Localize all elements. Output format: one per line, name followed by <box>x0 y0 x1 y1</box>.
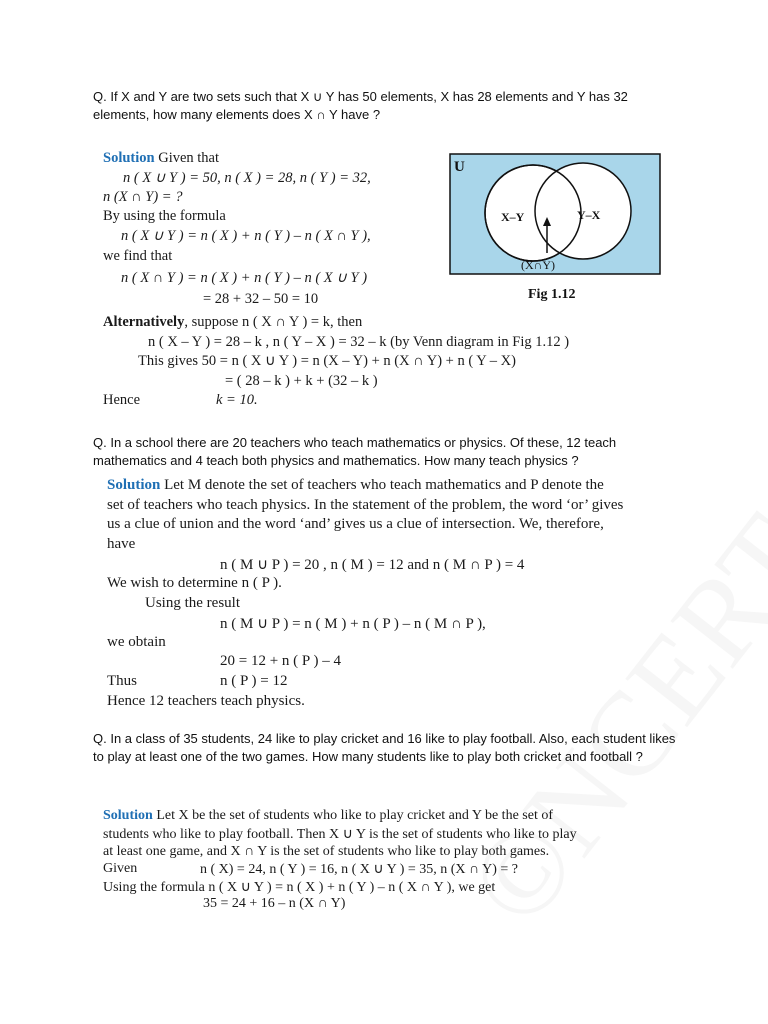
solution-1-line-11: This gives 50 = n ( X ∪ Y ) = n (X – Y) + n (X ∩ Y) + n ( Y – X) <box>138 353 516 369</box>
question-2-text: Q. In a school there are 20 teachers who teach mathematics or physics. Of these, 12 teach mathematics and 4 teach both physics and mathematics. How many teach physics ? <box>93 435 617 468</box>
solution-1-label: Solution <box>103 150 155 166</box>
solution-3-label: Solution <box>103 808 153 823</box>
solution-3 <box>103 808 643 918</box>
solution-2-line-5: n ( M ∪ P ) = 20 , n ( M ) = 12 and n ( M ∩ P ) = 4 <box>220 557 525 573</box>
solution-1-line-10: n ( X – Y ) = 28 – k , n ( Y – X ) = 32 – k (by Venn diagram in Fig 1.12 ) <box>148 334 570 350</box>
solution-2-line-2: set of teachers who teach physics. In the statement of the problem, the word ‘or’ gives <box>107 497 624 513</box>
solution-3-line-5: n ( X) = 24, n ( Y ) = 16, n ( X ∪ Y ) = 35, n (X ∩ Y) = ? <box>200 862 519 877</box>
solution-1-line-1: Solution Given that <box>103 150 220 166</box>
solution-3-line-4: Given <box>103 861 138 876</box>
solution-1-line-6: we find that <box>103 248 173 264</box>
solution-3-line-2: students who like to play football. Then X ∪ Y is the set of students who like to play <box>103 827 577 842</box>
solution-2-line-13: Hence 12 teachers teach physics. <box>107 693 305 709</box>
solution-1-line-3: n (X ∩ Y) = ? <box>103 189 183 205</box>
solution-1-line-7: n ( X ∩ Y ) = n ( X ) + n ( Y ) – n ( X ∪ Y ) <box>121 270 368 286</box>
x-minus-y-label: X–Y <box>501 210 525 224</box>
solution-2-line-4: have <box>107 536 136 552</box>
solution-3-line-3: at least one game, and X ∩ Y is the set of students who like to play both games. <box>103 844 550 859</box>
venn-diagram <box>449 153 661 275</box>
solution-2-line-10: 20 = 12 + n ( P ) – 4 <box>220 653 341 669</box>
solution-3-line-7: 35 = 24 + 16 – n (X ∩ Y) <box>203 896 346 911</box>
solution-2-line-1: Solution Let M denote the set of teachers who teach mathematics and P denote the <box>107 477 604 493</box>
question-3-text: Q. In a class of 35 students, 24 like to play cricket and 16 like to play football. Also, each student likes to play at least one of the two games. How many students like to play both cricket and football ? <box>93 731 676 764</box>
solution-1-line-13: Hence <box>103 392 141 408</box>
solution-2-line-8: n ( M ∪ P ) = n ( M ) + n ( P ) – n ( M ∩ P ), <box>220 616 486 632</box>
solution-1-line-12: = ( 28 – k ) + k + (32 – k ) <box>225 373 378 389</box>
solution-2-line-11: Thus <box>107 673 137 689</box>
solution-2-line-12: n ( P ) = 12 <box>220 673 288 689</box>
solution-1 <box>103 150 570 412</box>
y-minus-x-label: Y–X <box>577 208 601 222</box>
solution-2 <box>107 477 697 713</box>
solution-1-line-5: n ( X ∪ Y ) = n ( X ) + n ( Y ) – n ( X ∩ Y ), <box>121 228 371 244</box>
solution-1-line-2: n ( X ∪ Y ) = 50, n ( X ) = 28, n ( Y ) = 32, <box>123 170 371 186</box>
universe-label: U <box>454 159 465 175</box>
solution-3-line-1: Solution Let X be the set of students who like to play cricket and Y be the set of <box>103 808 553 823</box>
solution-2-label: Solution <box>107 477 161 493</box>
solution-3-line-6: Using the formula n ( X ∪ Y ) = n ( X ) + n ( Y ) – n ( X ∩ Y ), we get <box>103 880 496 895</box>
figure-caption: Fig 1.12 <box>528 287 576 302</box>
solution-2-line-3: us a clue of union and the word ‘and’ gives us a clue of intersection. We, therefore, <box>107 516 604 532</box>
solution-1-line-14: k = 10. <box>216 392 258 408</box>
solution-1-line-4: By using the formula <box>103 208 226 224</box>
solution-2-line-7: Using the result <box>145 595 240 611</box>
solution-2-line-9: we obtain <box>107 634 166 650</box>
solution-2-line-6: We wish to determine n ( P ). <box>107 575 282 591</box>
intersection-label: (X∩Y) <box>521 258 555 272</box>
solution-1-line-8: = 28 + 32 – 50 = 10 <box>203 291 319 307</box>
question-1-text: Q. If X and Y are two sets such that X ∪ Y has 50 elements, X has 28 elements and Y has 32 elements, how many elements does X ∩ Y have ? <box>93 89 628 122</box>
solution-1-line-9: Alternatively, suppose n ( X ∩ Y ) = k, then <box>103 314 363 330</box>
